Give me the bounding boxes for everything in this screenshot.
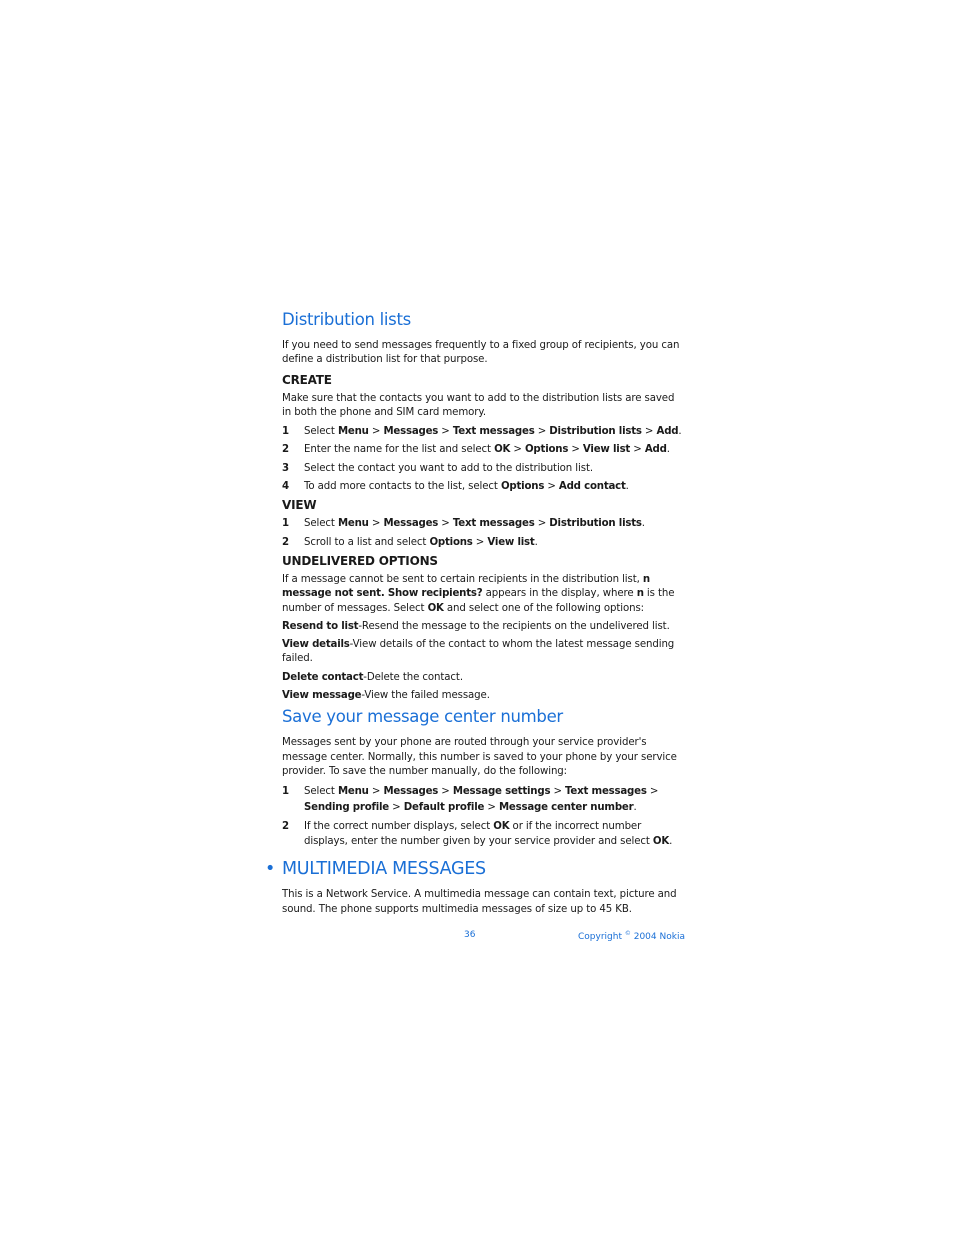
undelivered-heading: UNDELIVERED OPTIONS (282, 553, 438, 568)
create-intro: Make sure that the contacts you want to add to the distribution lists are saved in both the phone and SIM card memory. (282, 392, 675, 418)
page-number: 36 (464, 930, 476, 940)
view-step-2: 2 Scroll to a list and select Options > View list. (282, 536, 538, 548)
copyright: Copyright © 2004 Nokia (578, 930, 685, 942)
option-resend: Resend to list-Resend the message to the recipients on the undelivered list. (282, 620, 670, 632)
multimedia-heading: • MULTIMEDIA MESSAGES (265, 859, 486, 880)
multimedia-intro: This is a Network Service. A multimedia message can contain text, picture and sound. The phone supports multimedia messages of size up to 45 KB. (282, 889, 677, 915)
option-view-details: View details-View details of the contact to whom the latest message sending failed. (282, 639, 675, 665)
view-step-1: 1 Select Menu > Messages > Text messages > Distribution lists. (282, 518, 645, 530)
message-center-heading: Save your message center number (282, 707, 563, 727)
center-step-1: 1 Select Menu > Messages > Message settings > Text messages > Sending profile > Default profile > Message center number. (282, 786, 659, 813)
create-step-1: 1 Select Menu > Messages > Text messages > Distribution lists > Add. (282, 426, 682, 438)
create-step-2: 2 Enter the name for the list and select OK > Options > View list > Add. (282, 444, 670, 456)
bullet-icon: • (265, 859, 276, 880)
option-delete-contact: Delete contact-Delete the contact. (282, 671, 463, 683)
page-content (265, 308, 682, 917)
undelivered-intro: If a message cannot be sent to certain recipients in the distribution list, n message not sent. Show recipients? appears in the display, where n is the number of messages. Select OK and select one of the following options: (282, 573, 675, 614)
create-step-3: 3 Select the contact you want to add to the distribution list. (282, 462, 594, 474)
distribution-lists-heading: Distribution lists (282, 310, 411, 329)
center-step-2: 2 If the correct number displays, select OK or if the incorrect number displays, enter the number given by your service provider and select OK. (282, 821, 673, 848)
option-view-message: View message-View the failed message. (282, 690, 490, 702)
create-heading: CREATE (282, 372, 332, 387)
view-heading: VIEW (282, 498, 317, 513)
distribution-intro: If you need to send messages frequently to a fixed group of recipients, you can define a distribution list for that purpose. (282, 340, 680, 366)
create-step-4: 4 To add more contacts to the list, select Options > Add contact. (282, 481, 629, 493)
message-center-intro: Messages sent by your phone are routed through your service provider's message center. Normally, this number is saved to your phone by your service provider. To save the number manually, do the following: (282, 737, 677, 777)
